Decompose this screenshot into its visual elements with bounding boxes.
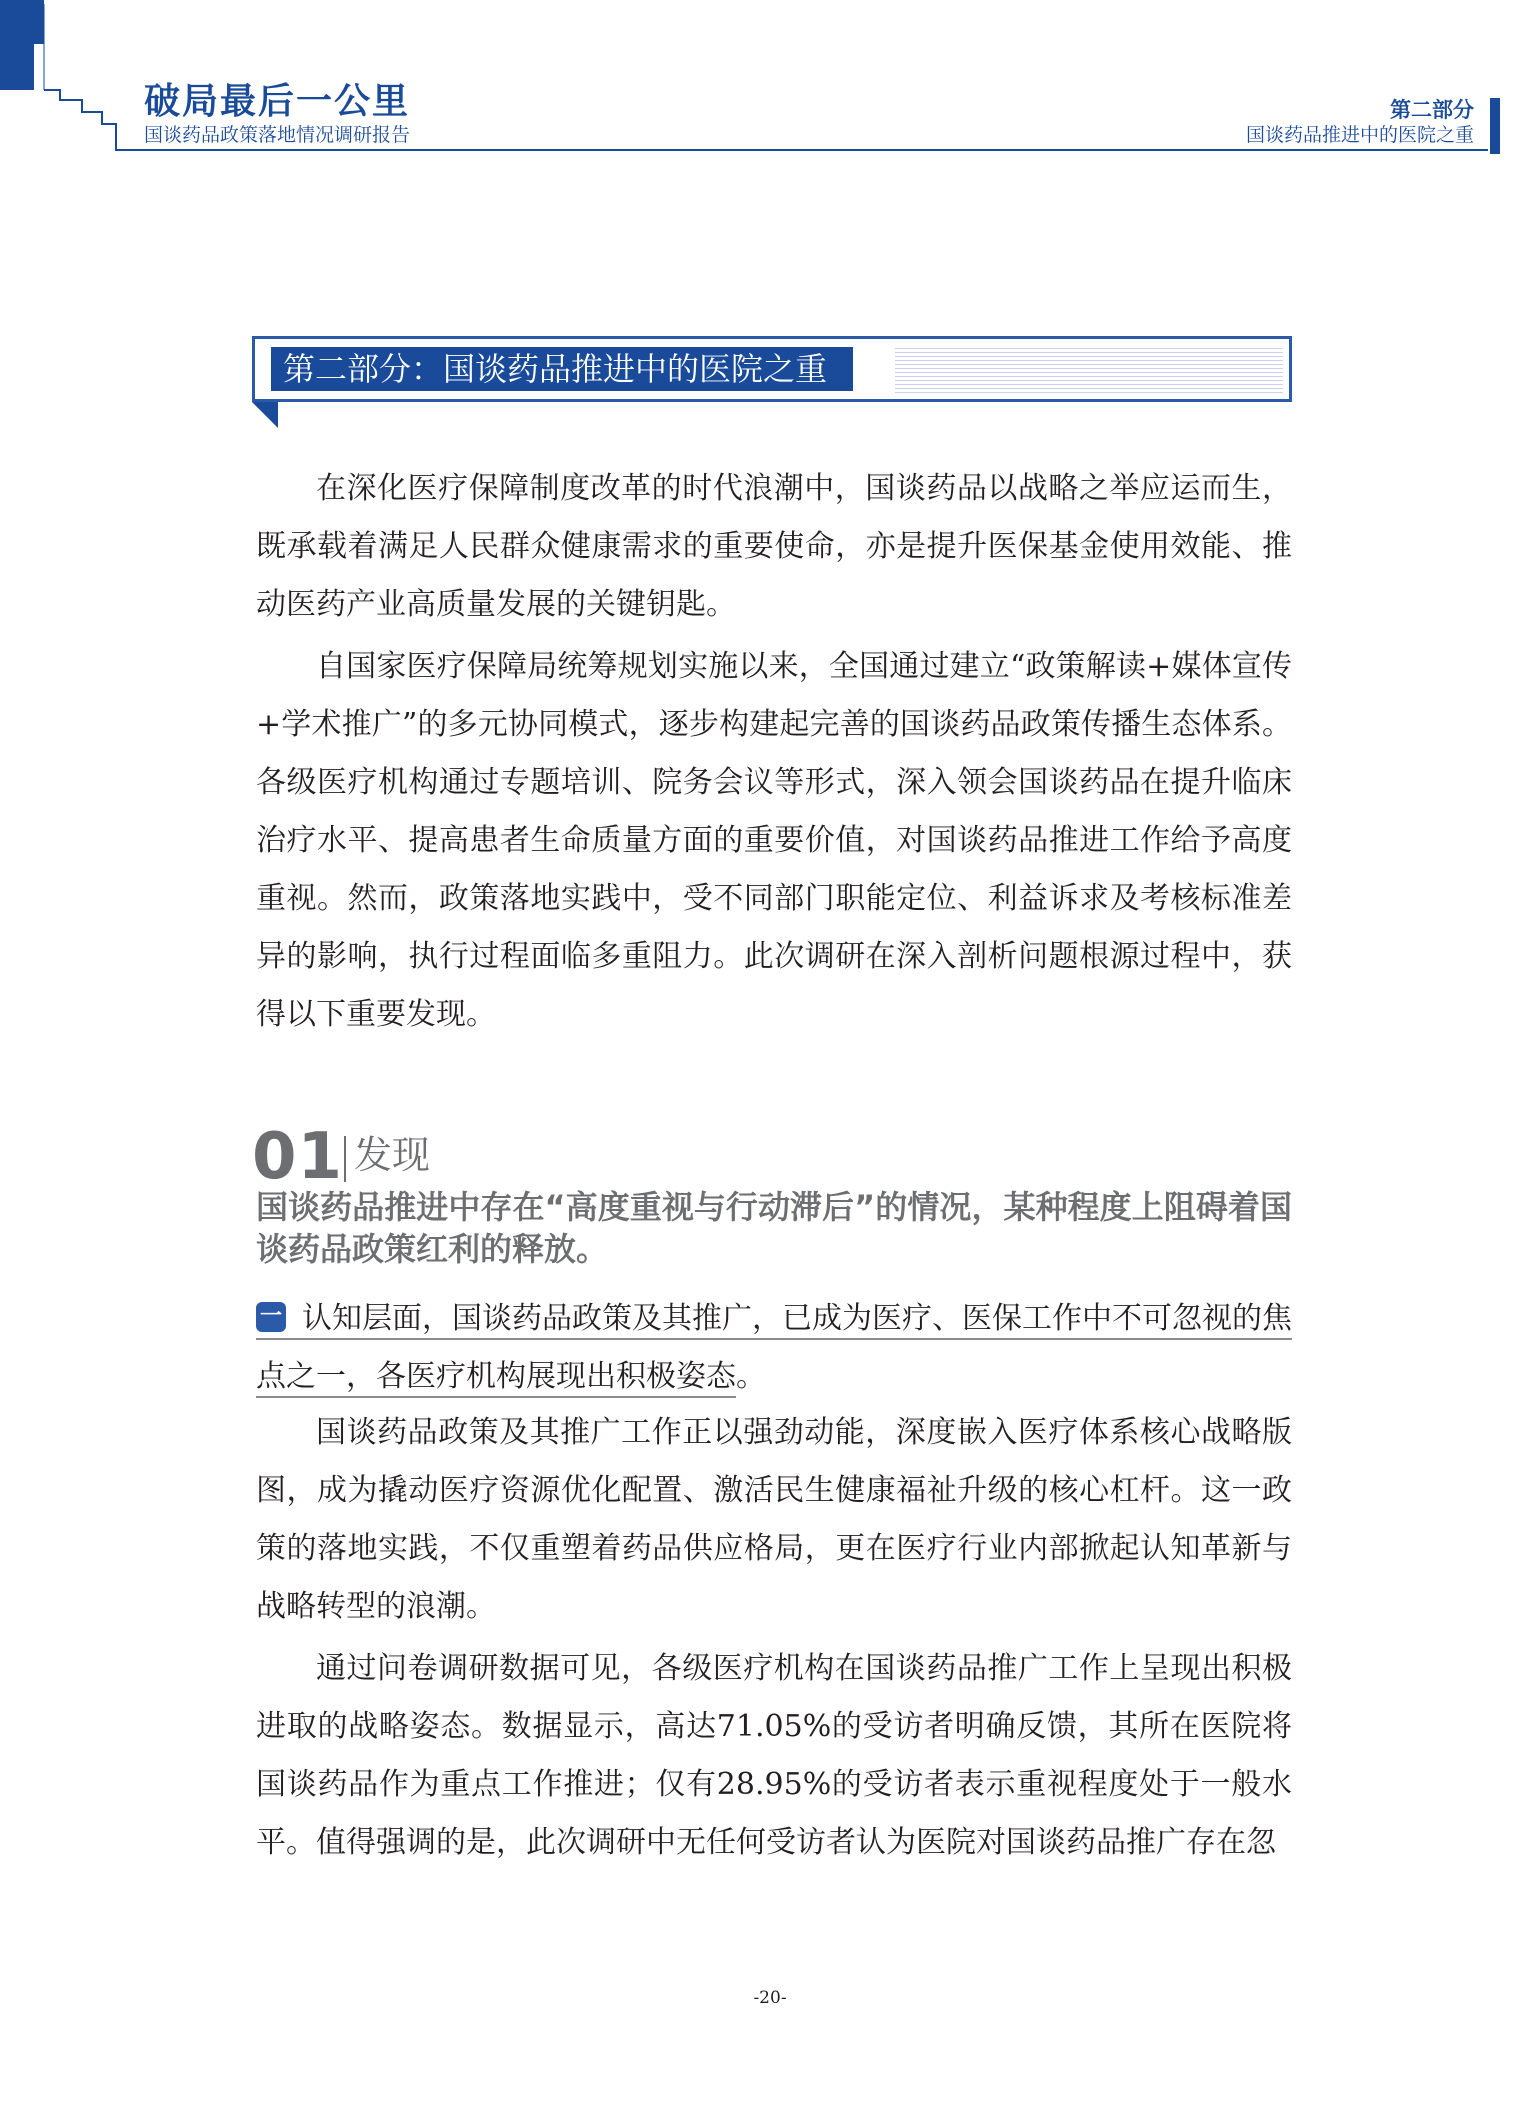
subpoint-underline-1: [256, 1338, 1292, 1340]
section-title: 第二部分：国谈药品推进中的医院之重: [271, 347, 853, 391]
subpoint-text: 认知层面，国谈药品政策及其推广，已成为医疗、医保工作中不可忽视的焦点之一，各医疗机构展现出积极姿态。: [256, 1301, 1292, 1394]
intro-paragraph-2: 自国家医疗保障局统筹规划实施以来，全国通过建立“政策解读+媒体宣传+学术推广”的多元协同模式，逐步构建起完善的国谈药品政策传播生态体系。各级医疗机构通过专题培训、院务会议等形式，深入领会国谈药品在提升临床治疗水平、提高患者生命质量方面的重要价值，对国谈药品推进工作给予高度重视。然而，政策落地实践中，受不同部门职能定位、利益诉求及考核标准差异的影响，执行过程面临多重阻力。此次调研在深入剖析问题根源过程中，获得以下重要发现。: [256, 649, 1292, 1032]
finding-divider: [344, 1136, 346, 1182]
subpoint-underline-2: [256, 1396, 736, 1398]
section-banner: [252, 336, 1292, 402]
body-paragraph-2: 通过问卷调研数据可见，各级医疗机构在国谈药品推广工作上呈现出积极进取的战略姿态。数据显示，高达71.05%的受访者明确反馈，其所在医院将国谈药品作为重点工作推进；仅有28.95%的受访者表示重视程度处于一般水平。值得强调的是，此次调研中无任何受访者认为医院对国谈药品推广存在忽: [256, 1651, 1292, 1860]
part-subtitle: 国谈药品推进中的医院之重: [1245, 124, 1474, 146]
banner-hatch-pattern: [895, 345, 1283, 393]
body-paragraph-1: 国谈药品政策及其推广工作正以强劲动能，深度嵌入医疗体系核心战略版图，成为撬动医疗资源优化配置、激活民生健康福祉升级的核心杠杆。这一政策的落地实践，不仅重塑着药品供应格局，更在医疗行业内部掀起认知革新与战略转型的浪潮。: [256, 1415, 1292, 1624]
finding-number: 01: [252, 1120, 344, 1194]
intro-paragraph-1: 在深化医疗保障制度改革的时代浪潮中，国谈药品以战略之举应运而生，既承载着满足人民群众健康需求的重要使命，亦是提升医保基金使用效能、推动医药产业高质量发展的关键钥匙。: [256, 471, 1292, 622]
header-left-block-inner: [34, 44, 44, 90]
header-right-bar: [1490, 98, 1500, 154]
subpoint-badge: 一: [256, 1302, 286, 1332]
banner-corner-tail: [252, 402, 278, 428]
finding-label: 发现: [354, 1133, 431, 1177]
report-title: 破局最后一公里: [144, 81, 411, 122]
finding-description: 国谈药品推进中存在“高度重视与行动滞后”的情况，某种程度上阻碍着国谈药品政策红利的释放。: [256, 1188, 1292, 1268]
page-number: -20-: [753, 1988, 787, 2008]
part-label: 第二部分: [1390, 98, 1474, 122]
report-subtitle: 国谈药品政策落地情况调研报告: [144, 124, 411, 146]
